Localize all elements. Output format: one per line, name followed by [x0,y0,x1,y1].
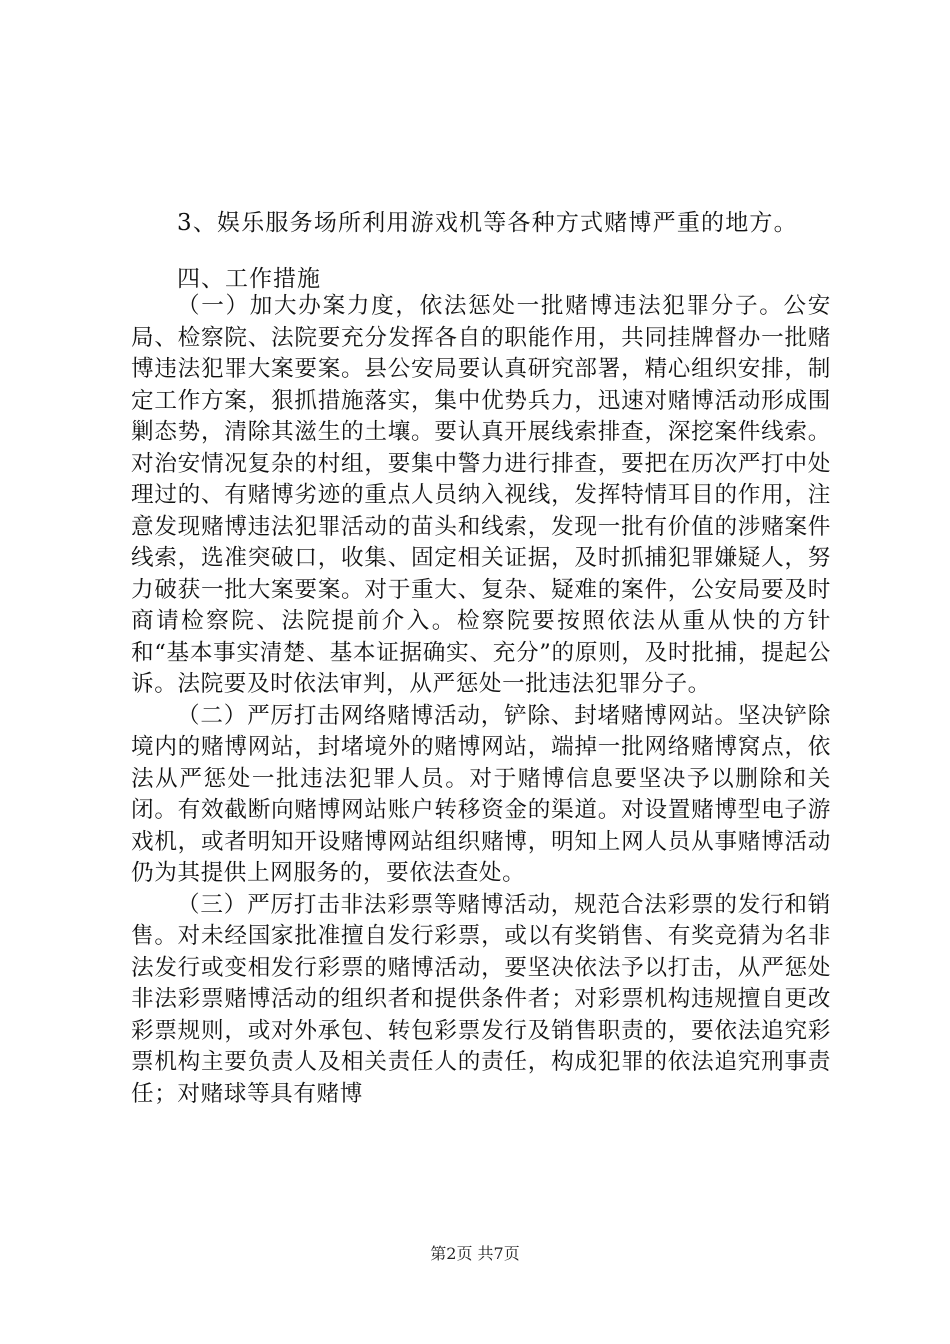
paragraph-2: （二）严厉打击网络赌博活动，铲除、封堵赌博网站。坚决铲除境内的赌博网站，封堵境外的赌博网站，端掉一批网络赌博窝点，依法从严惩处一批违法犯罪人员。对于赌博信息要坚决予以删除和关闭。有效截断向赌博网站账户转移资金的渠道。对设置赌博型电子游戏机，或者明知开设赌博网站组织赌博，明知上网人员从事赌博活动仍为其提供上网服务的，要依法查处。 [131,702,831,886]
section-heading: 四、工作措施 [177,266,321,292]
list-item-3: 3、娱乐服务场所利用游戏机等各种方式赌博严重的地方。 [177,210,798,236]
paragraph-1: （一）加大办案力度，依法惩处一批赌博违法犯罪分子。公安局、检察院、法院要充分发挥各自的职能作用，共同挂牌督办一批赌博违法犯罪大案要案。县公安局要认真研究部署，精心组织安排，制定工作方案，狠抓措施落实，集中优势兵力，迅速对赌博活动形成围剿态势，清除其滋生的土壤。要认真开展线索排查，深挖案件线索。对治安情况复杂的村组，要集中警力进行排查，要把在历次严打中处理过的、有赌博劣迹的重点人员纳入视线，发挥特情耳目的作用，注意发现赌博违法犯罪活动的苗头和线索，发现一批有价值的涉赌案件线索，选准突破口，收集、固定相关证据，及时抓捕犯罪嫌疑人，努力破获一批大案要案。对于重大、复杂、疑难的案件，公安局要及时商请检察院、法院提前介入。检察院要按照依法从重从快的方针和“基本事实清楚、基本证据确实、充分”的原则，及时批捕，提起公诉。法院要及时依法审判，从严惩处一批违法犯罪分子。 [131,293,831,697]
paragraph-3: （三）严厉打击非法彩票等赌博活动，规范合法彩票的发行和销售。对未经国家批准擅自发行彩票，或以有奖销售、有奖竞猜为名非法发行或变相发行彩票的赌博活动，要坚决依法予以打击，从严惩处非法彩票赌博活动的组织者和提供条件者；对彩票机构违规擅自更改彩票规则，或对外承包、转包彩票发行及销售职责的，要依法追究彩票机构主要负责人及相关责任人的责任，构成犯罪的依法追究刑事责任；对赌球等具有赌博 [131,891,831,1107]
page-footer: 第2页 共7页 [430,1244,520,1263]
document-body [131,291,831,1110]
